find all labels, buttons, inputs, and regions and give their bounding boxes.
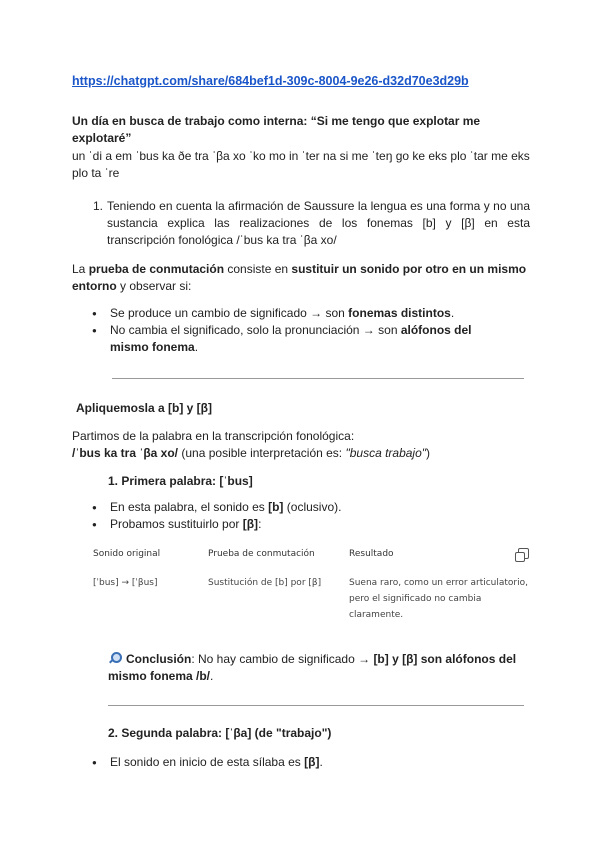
question-number: 1. bbox=[93, 199, 104, 213]
intro-text-2: consiste en bbox=[224, 262, 292, 276]
list-item: ● Se produce un cambio de significado → son fonemas distintos. bbox=[92, 305, 512, 322]
divider bbox=[112, 378, 524, 379]
divider bbox=[108, 705, 524, 706]
chatgpt-share-link[interactable]: https://chatgpt.com/share/684bef1d-309c-8004-9e26-d32d70e3d29b bbox=[72, 74, 469, 88]
copy-icon[interactable] bbox=[518, 548, 529, 559]
list-item: ● No cambia el significado, solo la pronunciación → son alófonos del mismo fonema. bbox=[92, 322, 512, 356]
section-heading: Apliquemosla a [b] y [β] bbox=[76, 401, 213, 415]
intro-text-1: La bbox=[72, 262, 89, 276]
starting-paragraph bbox=[72, 428, 532, 462]
conclusion: Conclusión: No hay cambio de significado → [b] y [β] son alófonos del mismo fonema /b/. bbox=[108, 652, 517, 683]
word1-list bbox=[92, 499, 512, 533]
intro-paragraph bbox=[72, 261, 532, 295]
intro-bold-2: sustituir un sonido por otro en un mismo entorno bbox=[72, 262, 527, 293]
table-header: Sonido original bbox=[93, 549, 161, 559]
intro-text-3: y observar si: bbox=[116, 279, 192, 293]
word2-list bbox=[92, 754, 512, 771]
document-title bbox=[72, 113, 532, 147]
conmutation-criteria-list bbox=[92, 305, 512, 356]
word2-heading: 2. Segunda palabra: [ˈβa] (de "trabajo") bbox=[108, 726, 332, 740]
table-cell: [ˈbus] → [ˈβus] bbox=[93, 578, 158, 588]
question-text: Teniendo en cuenta la afirmación de Saussure la lengua es una forma y no una sustancia explica las realizaciones de los fonemas [b] y [β] en esta transcripción fonológica /ˈbus ka tra ˈβa xo/ bbox=[107, 199, 530, 247]
list-item: ● El sonido en inicio de esta sílaba es [β]. bbox=[92, 754, 512, 771]
table-header: Prueba de conmutación bbox=[208, 549, 315, 559]
word1-heading: 1. Primera palabra: [ˈbus] bbox=[108, 474, 253, 488]
table-cell: Sustitución de [b] por [β] bbox=[208, 578, 322, 588]
list-item: ● En esta palabra, el sonido es [b] (oclusivo). bbox=[92, 499, 512, 516]
table-cell: Suena raro, como un error articulatorio, pero el significado no cambia claramente. bbox=[349, 578, 529, 620]
list-item: ● Probamos sustituirlo por [β]: bbox=[92, 516, 512, 533]
starting-transcription: /ˈbus ka tra ˈβa xo/ (una posible interpretación es: "busca trabajo") bbox=[72, 446, 431, 460]
table-header: Resultado bbox=[349, 549, 394, 559]
magnifier-icon bbox=[108, 651, 122, 665]
phonetic-transcription: un ˈdi a em ˈbus ka ðe tra ˈβa xo ˈko mo in ˈter na si me ˈteŋ go ke eks plo ˈtar me eks plo ta ˈre bbox=[72, 149, 530, 180]
starting-line: Partimos de la palabra en la transcripción fonológica: bbox=[72, 429, 355, 443]
title-text: Un día en busca de trabajo como interna: “Si me tengo que explotar me explotaré” bbox=[72, 114, 481, 145]
question-item bbox=[93, 198, 530, 249]
intro-bold-1: prueba de conmutación bbox=[88, 262, 225, 276]
